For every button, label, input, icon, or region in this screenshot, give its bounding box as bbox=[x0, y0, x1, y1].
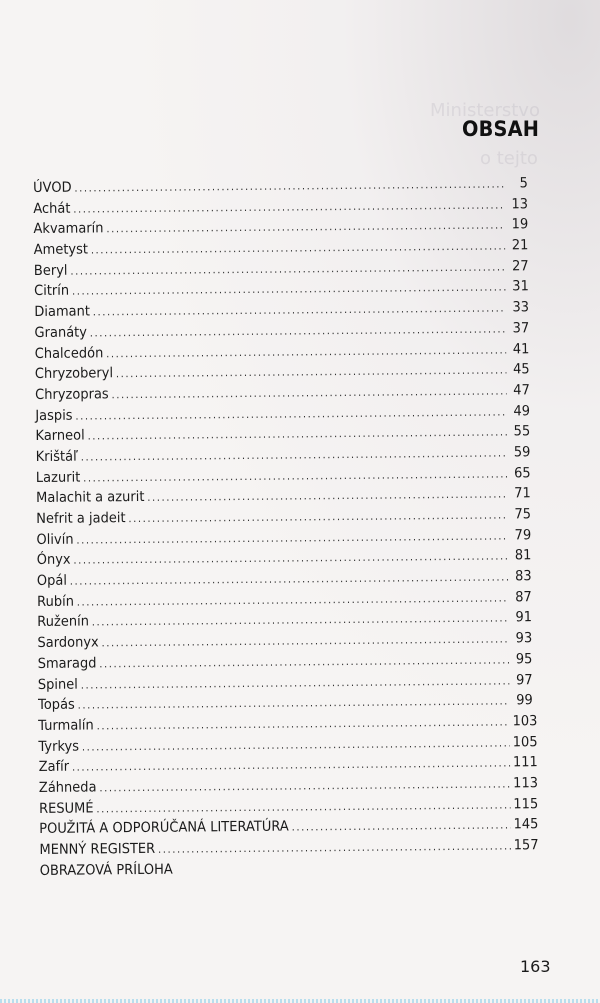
toc-entry-page: 47 bbox=[513, 382, 530, 399]
toc-entry-page: 157 bbox=[513, 837, 539, 854]
toc-entry-page: 13 bbox=[511, 195, 529, 213]
toc-entry-page: 113 bbox=[513, 775, 539, 792]
toc-entry-page: 45 bbox=[512, 361, 530, 378]
toc-entry-title: Opál bbox=[36, 572, 68, 590]
toc-entry-page: 27 bbox=[511, 257, 529, 275]
toc-entry-page: 49 bbox=[513, 402, 531, 419]
toc-entry-page: 41 bbox=[512, 340, 530, 357]
toc-entry-title: Záhneda bbox=[38, 779, 97, 796]
toc-entry-page: 21 bbox=[511, 237, 529, 254]
toc-entry-page: 19 bbox=[511, 216, 529, 233]
toc-entry-title: ÚVOD bbox=[33, 179, 72, 196]
toc-entry-title: Chryzopras bbox=[35, 386, 109, 403]
toc-entry-page: 105 bbox=[512, 733, 538, 750]
toc-entry-title: Granáty bbox=[34, 324, 88, 341]
toc-entry-title: Spinel bbox=[37, 676, 78, 693]
toc-entry-title: Smaragd bbox=[37, 655, 97, 672]
toc-entry-page: 95 bbox=[515, 651, 533, 668]
toc-entry-title: Achát bbox=[33, 200, 71, 217]
toc-entry-page: 79 bbox=[514, 526, 532, 544]
toc-entry-title: Karneol bbox=[35, 427, 85, 445]
toc-entry-title: Lazurit bbox=[35, 469, 81, 486]
toc-entry-page: 31 bbox=[512, 278, 529, 295]
toc-entry-page: 91 bbox=[515, 609, 533, 626]
page-edge bbox=[0, 999, 600, 1003]
toc-entry bbox=[40, 856, 535, 881]
toc-entry-page: 111 bbox=[512, 754, 538, 771]
page-title: OBSAH bbox=[462, 117, 540, 141]
toc-entry-page: 97 bbox=[515, 671, 533, 688]
toc-entry-title: Olivín bbox=[36, 531, 74, 548]
toc-entry-title: Chryzoberyl bbox=[34, 365, 114, 383]
toc-entry-title: Jaspis bbox=[35, 407, 73, 424]
toc-entry-page: 87 bbox=[515, 588, 532, 606]
toc-entry-title: Sardonyx bbox=[37, 634, 99, 652]
toc-entry-title: Ónyx bbox=[36, 552, 71, 569]
toc-entry-page: 71 bbox=[514, 485, 531, 502]
toc-entry-page: 103 bbox=[512, 713, 538, 730]
toc-entry-page: 65 bbox=[513, 464, 531, 482]
toc-entry-title: Chalcedón bbox=[34, 344, 104, 362]
toc-entry-page: 55 bbox=[513, 423, 531, 440]
toc-entry-title: Diamant bbox=[34, 303, 91, 321]
toc-entry-title: MENNÝ REGISTER bbox=[39, 840, 156, 858]
toc-entry-page: 81 bbox=[514, 547, 532, 564]
toc-entry-page: 83 bbox=[514, 568, 532, 585]
toc-entry-title: RESUMÉ bbox=[38, 800, 94, 817]
toc-entry-title: Tyrkys bbox=[38, 738, 80, 755]
toc-entry-title: Turmalín bbox=[38, 717, 94, 734]
toc-entry-page: 59 bbox=[513, 444, 531, 461]
toc-entry-title: OBRAZOVÁ PRÍLOHA bbox=[39, 861, 173, 879]
toc-entry-title: Ruženín bbox=[37, 613, 90, 631]
toc-entry-title: Topás bbox=[37, 696, 75, 714]
toc-entry-page: 33 bbox=[512, 299, 530, 316]
toc-entry-page: 93 bbox=[515, 630, 533, 647]
toc-entry-page: 99 bbox=[516, 692, 533, 709]
toc-entry-page: 37 bbox=[512, 320, 530, 337]
toc-entry-title: Krištáľ bbox=[35, 448, 79, 465]
toc-entry-title: Akvamarín bbox=[33, 220, 104, 238]
toc-entry-page: 145 bbox=[513, 816, 539, 833]
toc-entry-page: 75 bbox=[514, 506, 532, 523]
show-through-text: o tejto bbox=[480, 148, 538, 169]
toc-entry-title: POUŽITÁ A ODPORÚČANÁ LITERATÚRA bbox=[39, 818, 289, 838]
toc-entry-title: Malachit a azurit bbox=[35, 489, 145, 507]
table-of-contents bbox=[33, 173, 539, 881]
toc-entry-page: 115 bbox=[513, 795, 539, 813]
toc-entry-title: Nefrit a jadeit bbox=[36, 510, 126, 527]
toc-entry-title: Citrín bbox=[34, 283, 70, 300]
toc-entry-title: Ametyst bbox=[33, 241, 89, 259]
toc-entry-title: Zafír bbox=[38, 758, 70, 776]
show-through-text: Ministerstvo bbox=[430, 100, 540, 121]
toc-entry-title: Rubín bbox=[36, 593, 74, 610]
page-number: 163 bbox=[520, 957, 551, 976]
toc-entry-title: Beryl bbox=[33, 262, 68, 279]
toc-entry-page: 5 bbox=[519, 175, 528, 192]
